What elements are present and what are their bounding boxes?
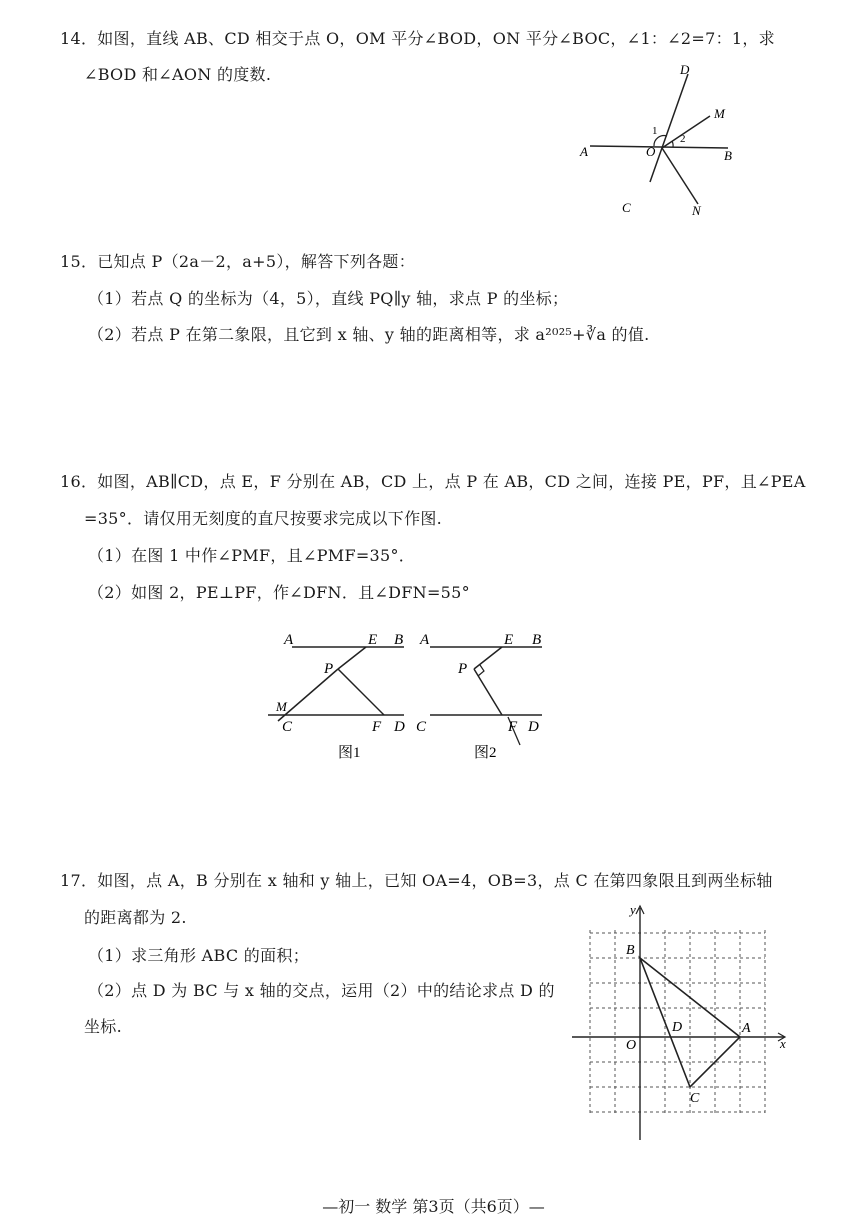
page-footer: —初一 数学 第3页（共6页）— xyxy=(322,1197,545,1216)
fig2-caption: 图2 xyxy=(474,745,497,761)
q17-line4: （2）点 D 为 BC 与 x 轴的交点，运用（2）中的结论求点 D 的 xyxy=(88,981,555,1000)
q14-line1: 14．如图，直线 AB、CD 相交于点 O，OM 平分∠BOD，ON 平分∠BOC，∠1：∠2=7：1，求 xyxy=(60,29,775,48)
q16-line3: （1）在图 1 中作∠PMF，且∠PMF=35°． xyxy=(88,546,416,565)
fig1-caption: 图1 xyxy=(338,745,361,761)
q14-label-one: 1 xyxy=(652,125,658,137)
q14-label-O: O xyxy=(646,144,656,159)
q15-line2: （1）若点 Q 的坐标为（4，5），直线 PQ∥y 轴，求点 P 的坐标； xyxy=(88,289,569,308)
fig1-label-A: A xyxy=(284,632,294,648)
fig1-label-D: D xyxy=(394,719,405,735)
q16-line4: （2）如图 2，PE⊥PF，作∠DFN．且∠DFN=55° xyxy=(88,583,470,602)
q17-label-A: A xyxy=(742,1021,751,1036)
q17-figure xyxy=(566,900,796,1145)
q14-label-N: N xyxy=(692,203,701,218)
q14-label-M: M xyxy=(714,106,725,121)
q16-figure1 xyxy=(262,625,422,765)
fig1-label-C: C xyxy=(282,719,293,735)
q17-label-D: D xyxy=(672,1020,683,1035)
fig1-label-F: F xyxy=(372,719,382,735)
q14-label-B: B xyxy=(724,148,732,163)
fig2-label-F: F xyxy=(508,719,518,735)
fig2-label-D: D xyxy=(528,719,539,735)
q17-label-B: B xyxy=(626,943,635,958)
fig2-label-P: P xyxy=(458,661,468,677)
q15-line1: 15．已知点 P（2a－2，a+5），解答下列各题： xyxy=(60,252,416,271)
fig1-label-B: B xyxy=(394,632,404,648)
q17-label-y: y xyxy=(630,902,636,917)
q14-label-D: D xyxy=(680,62,690,77)
fig2-label-E: E xyxy=(504,632,514,648)
fig2-label-A: A xyxy=(420,632,430,648)
q17-line3: （1）求三角形 ABC 的面积； xyxy=(88,946,310,965)
q15-line3: （2）若点 P 在第二象限，且它到 x 轴、y 轴的距离相等，求 a²⁰²⁵+∛a 的值. xyxy=(88,325,650,344)
q17-line1: 17．如图，点 A，B 分别在 x 轴和 y 轴上，已知 OA=4，OB=3，点 C 在第四象限且到两坐标轴 xyxy=(60,871,773,890)
fig2-label-C: C xyxy=(416,719,427,735)
fig1-label-E: E xyxy=(368,632,378,648)
q17-label-C: C xyxy=(690,1091,700,1106)
q16-line2: =35°．请仅用无刻度的直尺按要求完成以下作图. xyxy=(84,509,443,528)
fig2-label-B: B xyxy=(532,632,542,648)
q14-label-two: 2 xyxy=(680,133,686,145)
q14-label-A: A xyxy=(580,144,588,159)
q14-line2: ∠BOD 和∠AON 的度数. xyxy=(84,65,272,84)
q17-label-x: x xyxy=(780,1036,786,1051)
fig1-label-M: M xyxy=(276,699,287,714)
q17-label-O: O xyxy=(626,1038,637,1053)
q14-label-C: C xyxy=(622,200,631,215)
fig1-label-P: P xyxy=(324,661,334,677)
q17-line5: 坐标. xyxy=(84,1017,122,1036)
q16-line1: 16．如图，AB∥CD，点 E，F 分别在 AB，CD 上，点 P 在 AB，CD 之间，连接 PE，PF，且∠PEA xyxy=(60,472,806,491)
q16-figure2 xyxy=(410,625,570,765)
q14-figure xyxy=(570,60,770,220)
q17-line2: 的距离都为 2. xyxy=(84,908,187,927)
